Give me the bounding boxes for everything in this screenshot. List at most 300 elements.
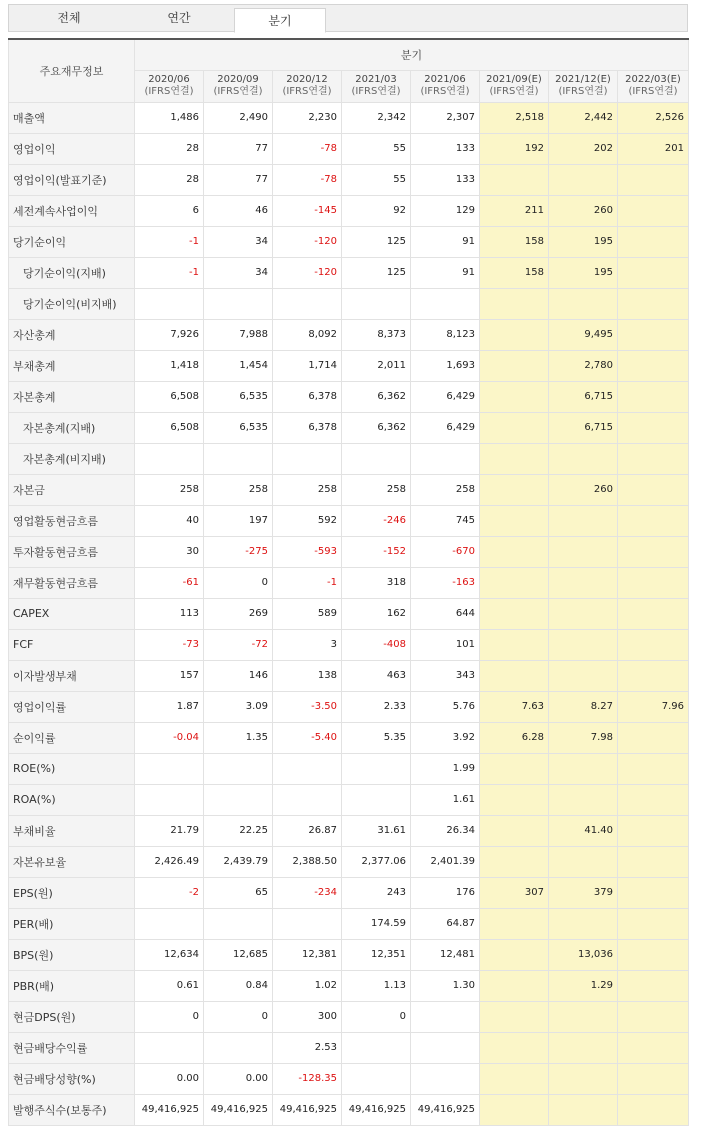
table-cell: 7,988 — [204, 319, 273, 350]
column-header-0 — [135, 70, 204, 102]
table-cell: 0.84 — [204, 970, 273, 1001]
table-cell: 49,416,925 — [204, 1094, 273, 1125]
table-cell: -120 — [273, 226, 342, 257]
table-cell — [618, 195, 689, 226]
table-row — [9, 133, 689, 164]
table-cell: 0 — [135, 1001, 204, 1032]
table-cell — [618, 567, 689, 598]
table-cell: 192 — [480, 133, 549, 164]
table-cell: -5.40 — [273, 722, 342, 753]
table-cell: 2,388.50 — [273, 846, 342, 877]
corner-header: 주요재무정보 — [9, 39, 135, 102]
table-row — [9, 381, 689, 412]
table-cell: 2,011 — [342, 350, 411, 381]
table-row — [9, 164, 689, 195]
table-cell: 243 — [342, 877, 411, 908]
table-cell: 133 — [411, 133, 480, 164]
row-label: 부채비율 — [9, 815, 135, 846]
table-row — [9, 970, 689, 1001]
table-cell — [135, 784, 204, 815]
table-cell — [549, 598, 618, 629]
column-header-6 — [549, 70, 618, 102]
row-label: 매출액 — [9, 102, 135, 133]
column-period: 2020/12 — [286, 74, 328, 85]
table-cell — [618, 753, 689, 784]
table-cell — [618, 846, 689, 877]
table-cell: 12,481 — [411, 939, 480, 970]
row-label: ROA(%) — [9, 784, 135, 815]
table-cell: 6,715 — [549, 381, 618, 412]
table-cell: 258 — [411, 474, 480, 505]
table-cell — [618, 164, 689, 195]
table-cell: 77 — [204, 133, 273, 164]
table-cell: 125 — [342, 257, 411, 288]
table-cell — [273, 753, 342, 784]
table-cell — [618, 350, 689, 381]
table-cell — [411, 443, 480, 474]
table-cell: 3.92 — [411, 722, 480, 753]
table-row — [9, 722, 689, 753]
column-basis: (IFRS연결) — [628, 86, 678, 97]
table-cell — [618, 474, 689, 505]
table-cell: 40 — [135, 505, 204, 536]
table-cell — [204, 288, 273, 319]
table-cell — [204, 753, 273, 784]
table-cell — [480, 412, 549, 443]
table-cell: -145 — [273, 195, 342, 226]
table-cell: 91 — [411, 226, 480, 257]
table-row — [9, 1063, 689, 1094]
row-label: 자본금 — [9, 474, 135, 505]
table-cell: 5.76 — [411, 691, 480, 722]
table-cell: 31.61 — [342, 815, 411, 846]
row-label: 자본유보율 — [9, 846, 135, 877]
row-label: 발행주식수(보통주) — [9, 1094, 135, 1125]
table-cell: 592 — [273, 505, 342, 536]
table-cell — [480, 629, 549, 660]
column-basis: (IFRS연결) — [489, 86, 539, 97]
table-cell: 2,780 — [549, 350, 618, 381]
table-row — [9, 784, 689, 815]
table-cell: -120 — [273, 257, 342, 288]
table-cell: 8,373 — [342, 319, 411, 350]
table-cell — [618, 598, 689, 629]
table-cell — [273, 443, 342, 474]
table-cell — [480, 970, 549, 1001]
table-cell: -234 — [273, 877, 342, 908]
table-cell — [204, 784, 273, 815]
tab-annual[interactable]: 연간 — [167, 11, 191, 25]
table-cell: 157 — [135, 660, 204, 691]
table-cell: 1,486 — [135, 102, 204, 133]
table-cell: 300 — [273, 1001, 342, 1032]
table-cell — [549, 288, 618, 319]
table-cell — [480, 567, 549, 598]
tab-all[interactable]: 전체 — [57, 11, 81, 25]
table-cell: 9,495 — [549, 319, 618, 350]
table-cell — [618, 660, 689, 691]
table-cell — [480, 443, 549, 474]
table-cell: 55 — [342, 133, 411, 164]
table-cell — [618, 536, 689, 567]
table-cell — [618, 908, 689, 939]
row-label: 순이익률 — [9, 722, 135, 753]
table-cell — [411, 1032, 480, 1063]
table-cell: -3.50 — [273, 691, 342, 722]
table-row — [9, 629, 689, 660]
table-cell — [549, 908, 618, 939]
table-cell: 1.02 — [273, 970, 342, 1001]
table-cell: 174.59 — [342, 908, 411, 939]
tab-quarterly[interactable]: 분기 — [234, 8, 326, 33]
table-cell: 201 — [618, 133, 689, 164]
table-cell: 41.40 — [549, 815, 618, 846]
table-cell: 195 — [549, 226, 618, 257]
table-cell: 26.87 — [273, 815, 342, 846]
table-cell: 2,307 — [411, 102, 480, 133]
table-cell: 49,416,925 — [273, 1094, 342, 1125]
row-label: EPS(원) — [9, 877, 135, 908]
table-cell: 463 — [342, 660, 411, 691]
table-cell: 2,526 — [618, 102, 689, 133]
table-cell: 12,351 — [342, 939, 411, 970]
table-cell: 0.00 — [204, 1063, 273, 1094]
table-cell — [549, 1032, 618, 1063]
table-cell: -1 — [273, 567, 342, 598]
table-cell — [342, 1032, 411, 1063]
table-cell: 6,378 — [273, 412, 342, 443]
table-row — [9, 288, 689, 319]
table-cell: 30 — [135, 536, 204, 567]
row-label: 현금DPS(원) — [9, 1001, 135, 1032]
row-label: 자본총계 — [9, 381, 135, 412]
table-cell — [342, 288, 411, 319]
table-cell: 133 — [411, 164, 480, 195]
row-label: 영업활동현금흐름 — [9, 505, 135, 536]
table-cell: 2,342 — [342, 102, 411, 133]
table-cell — [618, 784, 689, 815]
column-basis: (IFRS연결) — [144, 86, 194, 97]
table-cell: 146 — [204, 660, 273, 691]
column-header-3 — [342, 70, 411, 102]
table-cell: -72 — [204, 629, 273, 660]
table-cell: -408 — [342, 629, 411, 660]
row-label: ROE(%) — [9, 753, 135, 784]
table-cell: 12,634 — [135, 939, 204, 970]
table-cell — [549, 753, 618, 784]
table-cell: 34 — [204, 257, 273, 288]
table-cell — [549, 567, 618, 598]
row-label: 현금배당성향(%) — [9, 1063, 135, 1094]
table-cell: 34 — [204, 226, 273, 257]
row-label: 영업이익(발표기준) — [9, 164, 135, 195]
table-row — [9, 412, 689, 443]
financial-summary-table — [8, 38, 689, 1126]
row-label: FCF — [9, 629, 135, 660]
table-cell: 258 — [342, 474, 411, 505]
table-cell: 2,442 — [549, 102, 618, 133]
table-cell: -246 — [342, 505, 411, 536]
table-cell: 49,416,925 — [411, 1094, 480, 1125]
table-cell: 1,418 — [135, 350, 204, 381]
row-label: 이자발생부채 — [9, 660, 135, 691]
column-header-5 — [480, 70, 549, 102]
table-cell — [480, 536, 549, 567]
table-row — [9, 195, 689, 226]
table-row — [9, 939, 689, 970]
table-cell: 589 — [273, 598, 342, 629]
table-cell: 7.63 — [480, 691, 549, 722]
table-cell: 6,715 — [549, 412, 618, 443]
table-cell: 307 — [480, 877, 549, 908]
table-row — [9, 567, 689, 598]
table-cell — [480, 164, 549, 195]
table-cell — [135, 908, 204, 939]
table-cell — [342, 443, 411, 474]
table-cell — [480, 1094, 549, 1125]
row-label: 영업이익률 — [9, 691, 135, 722]
table-cell: 1.35 — [204, 722, 273, 753]
table-cell: 6.28 — [480, 722, 549, 753]
table-cell: 3 — [273, 629, 342, 660]
table-cell — [480, 381, 549, 412]
table-cell — [480, 598, 549, 629]
table-cell: 3.09 — [204, 691, 273, 722]
table-cell — [480, 1001, 549, 1032]
table-cell: -152 — [342, 536, 411, 567]
row-label: PER(배) — [9, 908, 135, 939]
table-cell — [618, 1001, 689, 1032]
table-cell: 6,535 — [204, 381, 273, 412]
table-cell: 6,535 — [204, 412, 273, 443]
table-cell: 644 — [411, 598, 480, 629]
table-cell: 1.61 — [411, 784, 480, 815]
table-cell — [480, 350, 549, 381]
table-cell: 5.35 — [342, 722, 411, 753]
table-cell — [342, 1063, 411, 1094]
table-cell: 12,685 — [204, 939, 273, 970]
table-cell — [618, 505, 689, 536]
table-cell — [342, 784, 411, 815]
table-cell — [204, 908, 273, 939]
column-header-4 — [411, 70, 480, 102]
table-cell: 125 — [342, 226, 411, 257]
column-period: 2021/09(E) — [486, 74, 542, 85]
table-cell — [549, 505, 618, 536]
table-cell — [411, 1063, 480, 1094]
table-cell — [618, 381, 689, 412]
table-row — [9, 846, 689, 877]
table-cell: 2.33 — [342, 691, 411, 722]
column-basis: (IFRS연결) — [420, 86, 470, 97]
table-cell: 65 — [204, 877, 273, 908]
table-cell: 22.25 — [204, 815, 273, 846]
table-cell: 260 — [549, 474, 618, 505]
table-cell: 12,381 — [273, 939, 342, 970]
table-cell: 318 — [342, 567, 411, 598]
column-basis: (IFRS연결) — [558, 86, 608, 97]
table-cell: 113 — [135, 598, 204, 629]
table-cell: 1.13 — [342, 970, 411, 1001]
table-cell: 6,429 — [411, 381, 480, 412]
table-cell: 0 — [342, 1001, 411, 1032]
table-row — [9, 536, 689, 567]
table-cell — [549, 1094, 618, 1125]
table-cell: 2.53 — [273, 1032, 342, 1063]
table-cell: 49,416,925 — [342, 1094, 411, 1125]
table-cell: 1,454 — [204, 350, 273, 381]
row-label: 자산총계 — [9, 319, 135, 350]
table-cell — [618, 319, 689, 350]
table-row — [9, 226, 689, 257]
table-cell — [480, 753, 549, 784]
column-period: 2021/03 — [355, 74, 397, 85]
table-cell: 55 — [342, 164, 411, 195]
table-cell: -78 — [273, 164, 342, 195]
table-row — [9, 505, 689, 536]
table-row — [9, 1032, 689, 1063]
table-cell — [273, 784, 342, 815]
table-cell — [618, 288, 689, 319]
column-header-7 — [618, 70, 689, 102]
table-cell — [549, 846, 618, 877]
table-cell: 158 — [480, 257, 549, 288]
table-cell — [549, 629, 618, 660]
table-cell: 1,693 — [411, 350, 480, 381]
table-cell: 8.27 — [549, 691, 618, 722]
column-period: 2021/12(E) — [555, 74, 611, 85]
table-cell: 6 — [135, 195, 204, 226]
table-cell: 379 — [549, 877, 618, 908]
table-row — [9, 257, 689, 288]
table-cell: 6,429 — [411, 412, 480, 443]
period-tab-bar — [8, 4, 688, 32]
table-cell: 211 — [480, 195, 549, 226]
table-cell: 7.96 — [618, 691, 689, 722]
table-cell: 138 — [273, 660, 342, 691]
table-cell: 6,508 — [135, 381, 204, 412]
table-cell: 91 — [411, 257, 480, 288]
table-cell — [549, 443, 618, 474]
column-basis: (IFRS연결) — [282, 86, 332, 97]
column-basis: (IFRS연결) — [351, 86, 401, 97]
table-row — [9, 443, 689, 474]
table-cell: -2 — [135, 877, 204, 908]
table-cell — [411, 288, 480, 319]
table-cell: 28 — [135, 164, 204, 195]
row-label: 세전계속사업이익 — [9, 195, 135, 226]
table-cell — [618, 722, 689, 753]
table-cell: -73 — [135, 629, 204, 660]
table-cell — [480, 505, 549, 536]
table-cell: 6,508 — [135, 412, 204, 443]
table-cell: 197 — [204, 505, 273, 536]
table-cell — [135, 443, 204, 474]
table-cell: 7,926 — [135, 319, 204, 350]
table-cell: 258 — [273, 474, 342, 505]
table-row — [9, 474, 689, 505]
column-period: 2020/06 — [148, 74, 190, 85]
table-cell — [549, 784, 618, 815]
table-row — [9, 350, 689, 381]
table-cell — [618, 443, 689, 474]
table-cell: 2,439.79 — [204, 846, 273, 877]
table-cell — [618, 1063, 689, 1094]
table-cell: 158 — [480, 226, 549, 257]
table-cell — [480, 815, 549, 846]
table-cell: 2,230 — [273, 102, 342, 133]
table-cell — [135, 1032, 204, 1063]
row-label: 자본총계(비지배) — [9, 443, 135, 474]
table-row — [9, 102, 689, 133]
table-cell: 49,416,925 — [135, 1094, 204, 1125]
table-cell: 2,518 — [480, 102, 549, 133]
table-cell: 28 — [135, 133, 204, 164]
table-cell — [618, 257, 689, 288]
table-cell — [618, 1032, 689, 1063]
table-cell — [549, 164, 618, 195]
column-header-2 — [273, 70, 342, 102]
row-label: PBR(배) — [9, 970, 135, 1001]
table-cell: 0 — [204, 1001, 273, 1032]
table-cell: -593 — [273, 536, 342, 567]
table-cell — [480, 1063, 549, 1094]
table-cell — [480, 846, 549, 877]
table-cell: -163 — [411, 567, 480, 598]
table-cell — [618, 970, 689, 1001]
table-cell — [480, 1032, 549, 1063]
table-cell — [618, 629, 689, 660]
table-cell: 269 — [204, 598, 273, 629]
row-label: 투자활동현금흐름 — [9, 536, 135, 567]
table-cell: -1 — [135, 226, 204, 257]
table-row — [9, 1094, 689, 1125]
table-cell: 2,377.06 — [342, 846, 411, 877]
column-period: 2020/09 — [217, 74, 259, 85]
row-label: 재무활동현금흐름 — [9, 567, 135, 598]
table-row — [9, 815, 689, 846]
table-cell — [135, 288, 204, 319]
table-cell: 26.34 — [411, 815, 480, 846]
table-cell: 8,123 — [411, 319, 480, 350]
table-cell — [480, 474, 549, 505]
table-cell: 0.61 — [135, 970, 204, 1001]
row-label: 당기순이익 — [9, 226, 135, 257]
table-cell — [480, 288, 549, 319]
table-cell: 162 — [342, 598, 411, 629]
table-cell — [480, 319, 549, 350]
table-row — [9, 598, 689, 629]
table-cell: 8,092 — [273, 319, 342, 350]
row-label: 현금배당수익률 — [9, 1032, 135, 1063]
table-cell — [204, 443, 273, 474]
table-cell — [618, 877, 689, 908]
row-label: 자본총계(지배) — [9, 412, 135, 443]
table-cell — [618, 939, 689, 970]
column-basis: (IFRS연결) — [213, 86, 263, 97]
table-row — [9, 319, 689, 350]
table-cell: 2,490 — [204, 102, 273, 133]
table-cell: 1,714 — [273, 350, 342, 381]
table-cell — [618, 226, 689, 257]
table-cell: 6,362 — [342, 412, 411, 443]
table-cell: -78 — [273, 133, 342, 164]
table-cell: -0.04 — [135, 722, 204, 753]
table-cell: 260 — [549, 195, 618, 226]
table-cell: 2,426.49 — [135, 846, 204, 877]
table-row — [9, 691, 689, 722]
table-row — [9, 908, 689, 939]
